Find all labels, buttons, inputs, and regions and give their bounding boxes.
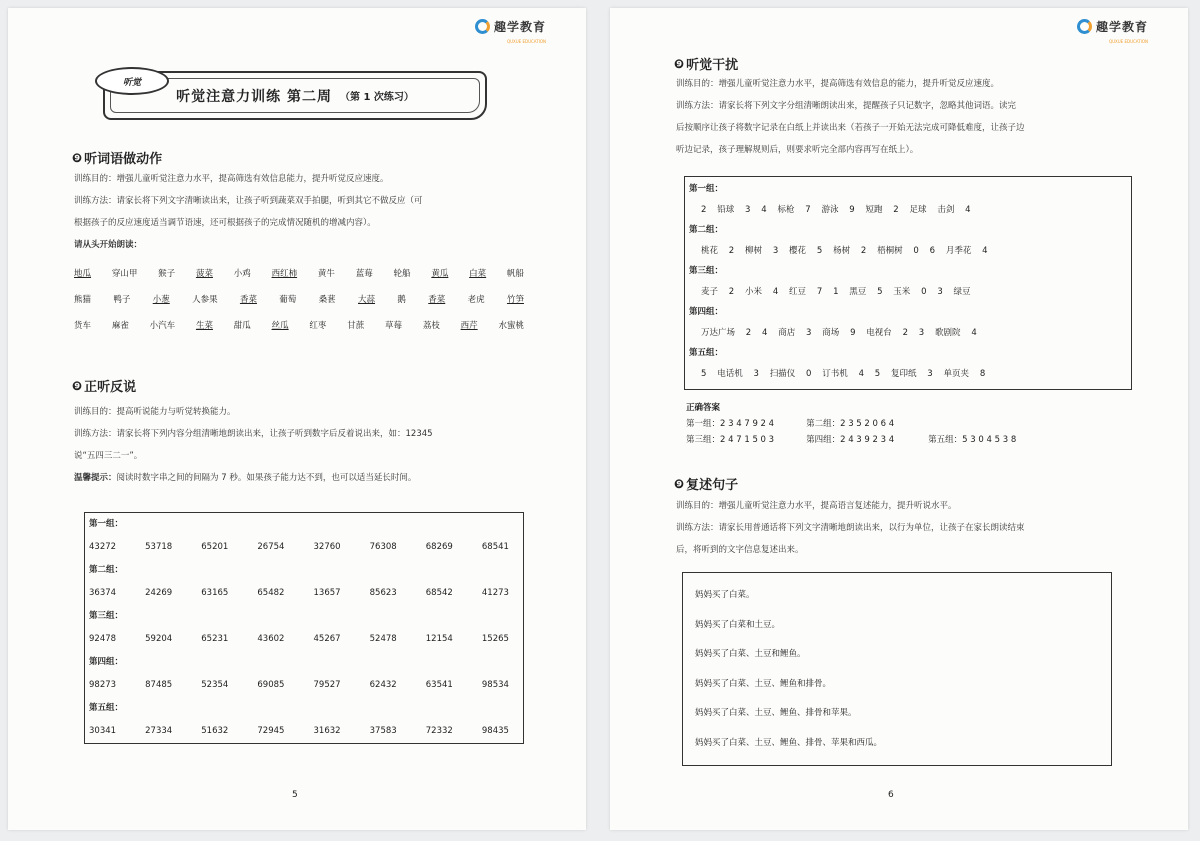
word-vegetable: 丝瓜 [271,321,289,331]
group-sequence: 万达广场 2 4 商店 3 商场 9 电视台 2 3 歌剧院 4 [701,327,977,338]
number-cell: 52478 [369,634,397,644]
word-row [74,312,524,338]
number-cell: 31632 [313,726,341,736]
brand-name: 趣学教育 [1095,20,1148,34]
word-item: 葡萄 [279,295,297,305]
number-cell: 26754 [257,542,285,552]
word-vegetable: 大蒜 [358,295,376,305]
number-cell: 30341 [89,726,117,736]
section-heading-interference: ❾ 听觉干扰 [674,56,739,73]
number-groups-table [84,512,524,744]
word-item: 水蜜桃 [498,321,524,331]
number-row [85,582,523,605]
word-item: 货车 [74,321,92,331]
group-label: 第二组： [89,565,124,575]
answer-g3: 第三组：2 4 7 1 5 0 3 [686,435,775,445]
word-item: 草莓 [385,321,403,331]
number-cell: 92478 [89,634,117,644]
word-item: 蓝莓 [355,269,373,279]
sentences-box [682,572,1112,766]
word-item: 甘蔗 [347,321,365,331]
number-cell: 13657 [313,588,341,598]
number-cell: 59204 [145,634,173,644]
group-sequence: 2 铅球 3 4 标枪 7 游泳 9 短跑 2 足球 击剑 4 [701,204,971,215]
number-cell: 43272 [89,542,117,552]
word-list [74,260,524,338]
brand-sub: QUXUE EDUCATION [1108,39,1148,44]
number-row [85,628,523,651]
word-item: 麻雀 [111,321,129,331]
word-vegetable: 西芹 [460,321,478,331]
number-row [85,536,523,559]
number-cell: 76308 [369,542,397,552]
number-cell: 65201 [201,542,229,552]
brand-logo [475,18,546,44]
number-cell: 12154 [425,634,453,644]
answer-key: 正确答案 第一组：2 3 4 7 9 2 4 第二组：2 3 5 2 0 6 4 第三组：2 4 7 1 5 0 3 第四组：2 4 3 9 2 3 4 第五组：5 3 0 4 5 3 8 [686,400,1016,448]
number-cell: 32760 [313,542,341,552]
lesson-title: 听觉注意力训练 第二周 [176,88,332,105]
page-5 [8,8,586,830]
number-cell: 65231 [201,634,229,644]
sec3-text: 训练目的：增强儿童听觉注意力水平，提高筛选有效信息的能力，提升听觉反应速度。 训练方法：请家长将下列文字分组清晰朗读出来，提醒孩子只记数字，忽略其他词语。读完 后按顺序让孩子将数字记录在白纸上并读出来（若孩子一开始无法完成可降低难度，让孩子边 听边记录，孩子理解规则后，则要求听完全部内容再写在纸上）。 [676,79,1025,155]
word-item: 老虎 [467,295,485,305]
page-number: 5 [292,790,298,800]
word-vegetable: 生菜 [195,321,213,331]
group-label: 第三组： [689,266,724,276]
answer-g4: 第四组：2 4 3 9 2 3 4 [806,435,895,445]
answer-g5: 第五组：5 3 0 4 5 3 8 [928,435,1017,445]
number-cell: 68542 [425,588,453,598]
number-cell: 43602 [257,634,285,644]
word-vegetable: 菠菜 [195,269,213,279]
brand-q-icon [475,19,490,34]
number-cell: 68269 [425,542,453,552]
number-cell: 24269 [145,588,173,598]
word-item: 鹅 [397,295,406,305]
number-cell: 63165 [201,588,229,598]
group-label: 第四组： [689,307,724,317]
brand-sub: QUXUE EDUCATION [506,39,546,44]
word-vegetable: 西红柿 [271,269,298,279]
answer-g1: 第一组：2 3 4 7 9 2 4 [686,419,775,429]
word-item: 人参果 [192,295,218,305]
lesson-note: （第 1 次练习） [339,92,414,103]
sentence: 妈妈买了白菜、土豆、鲤鱼、排骨和苹果。 [695,708,857,718]
word-item: 桑葚 [318,295,336,305]
word-row [74,286,524,312]
group-label: 第三组： [89,611,124,621]
section-mark-icon: ❾ [674,56,685,71]
word-vegetable: 香菜 [428,295,446,305]
section-mark-icon: ❾ [72,378,83,393]
number-cell: 98435 [481,726,509,736]
sec4-text: 训练目的：增强儿童听觉注意力水平，提高语言复述能力，提升听说水平。 训练方法：请家长用普通话将下列文字清晰地朗读出来，以行为单位，让孩子在家长朗读结束 后，将听到的文字信息复述出来。 [676,501,1025,555]
banner-tag: 听觉 [95,67,169,95]
word-vegetable: 小葱 [152,295,170,305]
section-heading-retell: ❾ 复述句子 [674,476,739,493]
word-item: 轮船 [393,269,411,279]
sentence: 妈妈买了白菜、土豆、鲤鱼和排骨。 [695,678,832,689]
word-vegetable: 黄瓜 [431,269,449,279]
number-cell: 52354 [201,680,229,690]
sentence: 妈妈买了白菜、土豆和鲤鱼。 [695,649,806,659]
number-cell: 98273 [89,680,117,690]
word-item: 黄牛 [317,269,335,279]
word-item: 荔枝 [422,321,440,331]
word-item: 穿山甲 [111,269,138,279]
word-vegetable: 竹笋 [506,295,524,305]
word-vegetable: 白菜 [469,269,487,279]
sec2-text: 训练目的：提高听说能力与听觉转换能力。 训练方法：请家长将下列内容分组清晰地朗读出来，让孩子听到数字后反着说出来，如：12345 说“五四三二一”。 温馨提示：阅读时数字串之间的间隔为 7 秒。如果孩子能力达不到，也可以适当延长时间。 [74,407,433,483]
section-mark-icon: ❾ [674,476,685,491]
number-cell: 53718 [145,542,173,552]
sec1-text: 训练目的：增强儿童听觉注意力水平，提高筛选有效信息能力，提升听觉反应速度。 训练方法：请家长将下列文字清晰读出来，让孩子听到蔬菜双手拍腿，听到其它不做反应（可 根据孩子的反应速度适当调节语速，还可根据孩子的完成情况随机的增减内容）。 请从头开始朗读： [74,174,423,250]
section-heading-reverse: ❾ 正听反说 [72,378,137,395]
number-cell: 41273 [481,588,509,598]
word-item: 猴子 [158,269,176,279]
number-cell: 15265 [481,634,509,644]
section-heading-listen-act: ❾ 听词语做动作 [72,150,163,167]
word-item: 鸭子 [113,295,131,305]
number-cell: 65482 [257,588,285,598]
group-label: 第一组： [689,184,724,194]
number-row [85,674,523,697]
group-label: 第二组： [689,225,724,235]
page-number: 6 [888,790,894,800]
brand-logo [1077,18,1148,44]
group-sequence: 麦子 2 小米 4 红豆 7 1 黑豆 5 玉米 0 3 绿豆 [701,286,971,297]
number-cell: 72332 [425,726,453,736]
number-cell: 85623 [369,588,397,598]
number-cell: 72945 [257,726,285,736]
word-row [74,260,524,286]
number-cell: 87485 [145,680,173,690]
word-item: 甜瓜 [233,321,251,331]
page-6 [610,8,1188,830]
number-cell: 62432 [369,680,397,690]
section-mark-icon: ❾ [72,150,83,165]
number-cell: 79527 [313,680,341,690]
number-cell: 98534 [481,680,509,690]
group-label: 第一组： [89,519,124,529]
brand-q-icon [1077,19,1092,34]
number-cell: 27334 [145,726,173,736]
group-label: 第五组： [89,703,124,713]
sentence: 妈妈买了白菜、土豆、鲤鱼、排骨、苹果和西瓜。 [695,737,883,748]
lesson-banner [103,71,487,120]
word-item: 帆船 [506,269,524,279]
group-sequence: 桃花 2 柳树 3 樱花 5 杨树 2 梧桐树 0 6 月季花 4 [701,245,988,256]
number-cell: 63541 [425,680,453,690]
word-item: 小汽车 [149,321,176,331]
word-vegetable: 香菜 [239,295,257,305]
number-cell: 51632 [201,726,229,736]
number-cell: 68541 [481,542,509,552]
group-sequence: 5 电话机 3 扫描仪 0 订书机 4 5 复印纸 3 单页夹 8 [701,368,986,379]
number-cell: 37583 [369,726,397,736]
sentence: 妈妈买了白菜和土豆。 [695,619,781,630]
word-item: 小鸡 [233,269,251,279]
answer-g2: 第二组：2 3 5 2 0 6 4 [806,419,895,429]
group-label: 第四组： [89,657,124,667]
brand-name: 趣学教育 [493,20,546,34]
number-row [85,720,523,743]
number-cell: 45267 [313,634,341,644]
word-item: 红枣 [309,321,327,331]
interference-groups-box [684,176,1132,390]
word-item: 熊猫 [74,295,92,305]
sentence: 妈妈买了白菜。 [695,590,755,600]
word-vegetable: 地瓜 [74,269,92,279]
number-cell: 36374 [89,588,117,598]
number-cell: 69085 [257,680,285,690]
group-label: 第五组： [689,348,724,358]
